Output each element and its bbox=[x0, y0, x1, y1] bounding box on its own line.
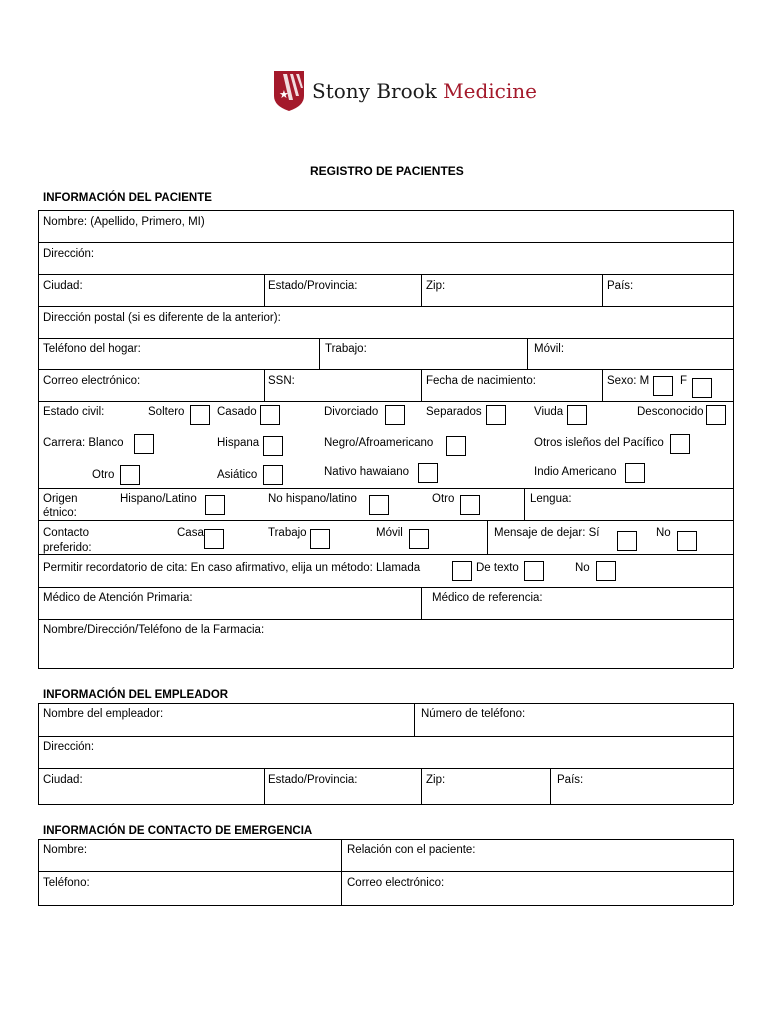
reminder-no-label: No bbox=[575, 562, 590, 574]
ethnic-hispanic-checkbox[interactable] bbox=[205, 495, 225, 515]
reminder-no-checkbox[interactable] bbox=[596, 561, 616, 581]
ethnic-hispanic-label: Hispano/Latino bbox=[120, 493, 197, 505]
race-pacific-label: Otros isleños del Pacífico bbox=[534, 437, 664, 449]
race-asian-label: Asiático bbox=[217, 469, 258, 481]
race-label: Carrera: Blanco bbox=[43, 437, 124, 449]
race-hispanic-checkbox[interactable] bbox=[263, 436, 283, 456]
race-other-checkbox[interactable] bbox=[120, 465, 140, 485]
marital-widow-checkbox[interactable] bbox=[567, 405, 587, 425]
work-phone-label: Trabajo: bbox=[325, 343, 367, 355]
sex-m-checkbox[interactable] bbox=[653, 376, 673, 396]
marital-widow-label: Viuda bbox=[534, 406, 564, 418]
reminder-text-label: De texto bbox=[476, 562, 519, 574]
leave-message-no-checkbox[interactable] bbox=[677, 531, 697, 551]
ssn-label: SSN: bbox=[268, 375, 295, 387]
leave-message-yes-checkbox[interactable] bbox=[617, 531, 637, 551]
race-hispanic-label: Hispana bbox=[217, 437, 260, 449]
patient-city-label: Ciudad: bbox=[43, 280, 83, 292]
emergency-phone-label: Teléfono: bbox=[43, 877, 90, 889]
language-label: Lengua: bbox=[530, 493, 572, 505]
home-phone-label: Teléfono del hogar: bbox=[43, 343, 141, 355]
patient-postal-label: Dirección postal (si es diferente de la anterior): bbox=[43, 312, 281, 324]
logo bbox=[273, 70, 305, 112]
race-other-label: Otro bbox=[92, 469, 115, 481]
patient-section-title: INFORMACIÓN DEL PACIENTE bbox=[43, 192, 212, 204]
marital-divorced-label: Divorciado bbox=[324, 406, 379, 418]
svg-text:★: ★ bbox=[279, 88, 289, 101]
mobile-phone-label: Móvil: bbox=[534, 343, 565, 355]
email-label: Correo electrónico: bbox=[43, 375, 141, 387]
ethnic-other-checkbox[interactable] bbox=[460, 495, 480, 515]
contact-work-label: Trabajo bbox=[268, 527, 307, 539]
marital-unknown-checkbox[interactable] bbox=[706, 405, 726, 425]
patient-address-label: Dirección: bbox=[43, 248, 95, 260]
employer-state-label: Estado/Provincia: bbox=[268, 774, 358, 786]
contact-work-checkbox[interactable] bbox=[310, 529, 330, 549]
race-hawaiian-checkbox[interactable] bbox=[418, 463, 438, 483]
race-black-label: Negro/Afroamericano bbox=[324, 437, 434, 449]
ethnic-non-hispanic-label: No hispano/latino bbox=[268, 493, 357, 505]
race-american-indian-label: Indio Americano bbox=[534, 466, 617, 478]
sex-label: Sexo: M bbox=[607, 375, 650, 387]
marital-single-checkbox[interactable] bbox=[190, 405, 210, 425]
employer-name-label: Nombre del empleador: bbox=[43, 708, 164, 720]
marital-unknown-label: Desconocido bbox=[637, 406, 704, 418]
contact-label-1: Contacto bbox=[43, 527, 90, 539]
contact-home-checkbox[interactable] bbox=[204, 529, 224, 549]
emergency-section-title: INFORMACIÓN DE CONTACTO DE EMERGENCIA bbox=[43, 825, 313, 837]
contact-mobile-label: Móvil bbox=[376, 527, 403, 539]
stony-brook-shield-icon bbox=[273, 70, 305, 112]
marital-label: Estado civil: bbox=[43, 406, 105, 418]
marital-single-label: Soltero bbox=[148, 406, 185, 418]
logo-text-medicine: Medicine bbox=[443, 79, 537, 103]
employer-section-title: INFORMACIÓN DEL EMPLEADOR bbox=[43, 689, 229, 701]
employer-phone-label: Número de teléfono: bbox=[421, 708, 526, 720]
pharmacy-label: Nombre/Dirección/Teléfono de la Farmacia: bbox=[43, 624, 265, 636]
race-white-checkbox[interactable] bbox=[134, 434, 154, 454]
reminder-call-checkbox[interactable] bbox=[452, 561, 472, 581]
emergency-relation-label: Relación con el paciente: bbox=[347, 844, 476, 856]
leave-message-label: Mensaje de dejar: Sí bbox=[494, 527, 600, 539]
ethnic-other-label: Otro bbox=[432, 493, 455, 505]
sex-f-checkbox[interactable] bbox=[692, 378, 712, 398]
dob-label: Fecha de nacimiento: bbox=[426, 375, 536, 387]
logo-text bbox=[312, 79, 537, 103]
marital-separated-label: Separados bbox=[426, 406, 482, 418]
race-asian-checkbox[interactable] bbox=[263, 465, 283, 485]
logo-text-stony: Stony Brook bbox=[312, 79, 437, 103]
emergency-name-label: Nombre: bbox=[43, 844, 88, 856]
contact-home-label: Casa bbox=[177, 527, 204, 539]
race-black-checkbox[interactable] bbox=[446, 436, 466, 456]
pcp-label: Médico de Atención Primaria: bbox=[43, 592, 193, 604]
race-hawaiian-label: Nativo hawaiano bbox=[324, 466, 410, 478]
ethnic-label-2: étnico: bbox=[43, 507, 77, 519]
marital-divorced-checkbox[interactable] bbox=[385, 405, 405, 425]
employer-zip-label: Zip: bbox=[426, 774, 446, 786]
ethnic-non-hispanic-checkbox[interactable] bbox=[369, 495, 389, 515]
marital-separated-checkbox[interactable] bbox=[486, 405, 506, 425]
reminder-text-checkbox[interactable] bbox=[524, 561, 544, 581]
marital-married-label: Casado bbox=[217, 406, 257, 418]
contact-mobile-checkbox[interactable] bbox=[409, 529, 429, 549]
patient-name-label: Nombre: (Apellido, Primero, MI) bbox=[43, 216, 205, 228]
patient-country-label: País: bbox=[607, 280, 634, 292]
emergency-email-label: Correo electrónico: bbox=[347, 877, 445, 889]
marital-married-checkbox[interactable] bbox=[260, 405, 280, 425]
referring-physician-label: Médico de referencia: bbox=[432, 592, 543, 604]
employer-city-label: Ciudad: bbox=[43, 774, 83, 786]
leave-message-no-label: No bbox=[656, 527, 671, 539]
reminder-label: Permitir recordatorio de cita: En caso afirmativo, elija un método: Llamada bbox=[43, 562, 421, 574]
patient-state-label: Estado/Provincia: bbox=[268, 280, 358, 292]
contact-label-2: preferido: bbox=[43, 542, 92, 554]
employer-country-label: País: bbox=[557, 774, 584, 786]
patient-zip-label: Zip: bbox=[426, 280, 446, 292]
race-american-indian-checkbox[interactable] bbox=[625, 463, 645, 483]
page-title: REGISTRO DE PACIENTES bbox=[310, 164, 464, 178]
race-pacific-checkbox[interactable] bbox=[670, 434, 690, 454]
employer-address-label: Dirección: bbox=[43, 741, 95, 753]
sex-f-label: F bbox=[680, 375, 688, 387]
ethnic-label-1: Origen bbox=[43, 493, 78, 505]
